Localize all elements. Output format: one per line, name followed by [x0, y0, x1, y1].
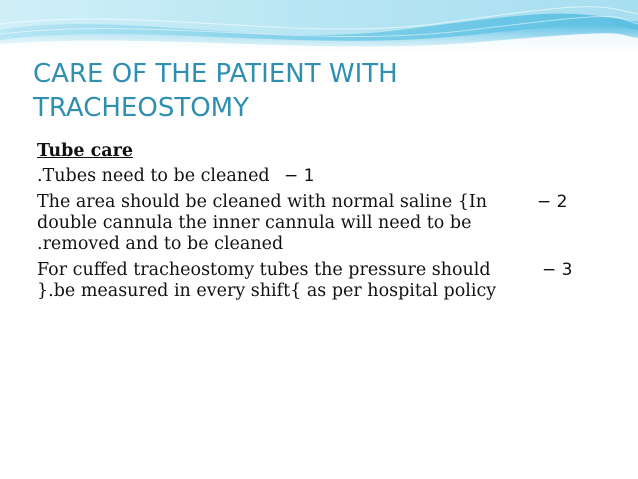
list-item	[37, 166, 607, 187]
item-1-line-1: .Tubes need to be cleaned	[37, 166, 270, 186]
slide-body	[37, 141, 607, 307]
item-2-number: 2 −	[537, 192, 568, 212]
header-banner	[0, 0, 638, 52]
slide-title-line-2: TRACHEOSTOMY	[33, 93, 249, 123]
item-2-line-1: The area should be cleaned with normal saline {In	[37, 192, 488, 212]
item-2-line-2: double cannula the inner cannula will need to be	[37, 213, 472, 233]
item-3-line-2: }.be measured in every shift{ as per hospital policy	[37, 281, 497, 301]
slide-title-line-1: CARE OF THE PATIENT WITH	[33, 59, 398, 89]
list-item	[37, 192, 607, 255]
item-2-line-3: .removed and to be cleaned	[37, 234, 284, 254]
section-heading: Tube care	[37, 141, 133, 161]
item-3-number: 3 −	[542, 260, 573, 280]
item-3-line-1: For cuffed tracheostomy tubes the pressure should	[37, 260, 491, 280]
item-1-number: 1 −	[284, 166, 315, 186]
list-item	[37, 260, 607, 302]
slide-title	[33, 57, 593, 125]
wave-decoration	[0, 0, 638, 52]
